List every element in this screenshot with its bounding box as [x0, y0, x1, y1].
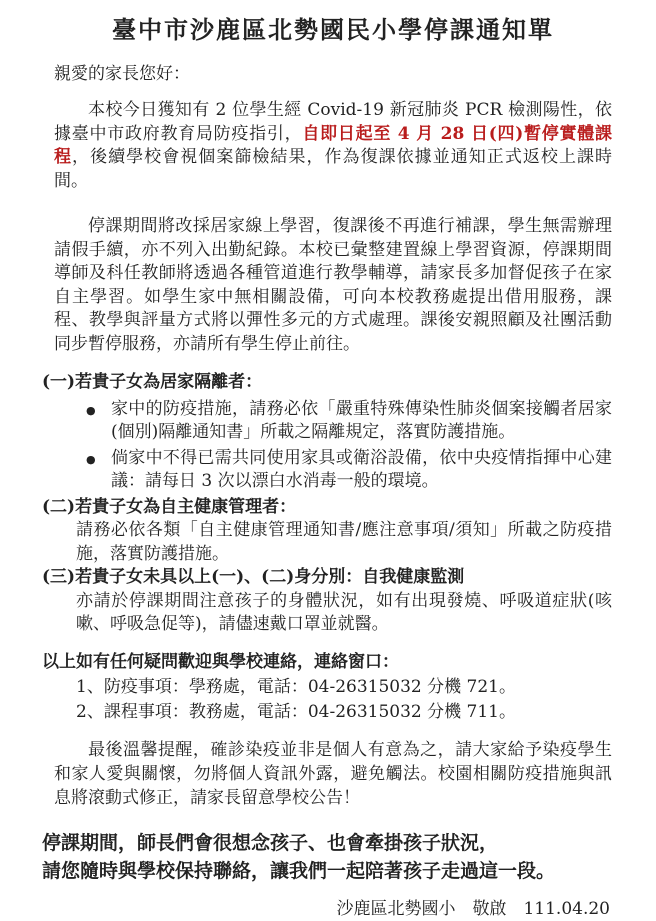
suspension-dates-highlight: 自即日起至 4 月 28 日(四)暫停實體課程 [54, 123, 612, 167]
section-3-header: (三)若貴子女未具以上(一)、(二)身分別：自我健康監測 [42, 567, 465, 587]
page-title: 臺中市沙鹿區北勢國民小學停課通知單 [112, 15, 554, 44]
list-item [54, 398, 612, 444]
contact-item-epidemic: 1、防疫事項：學務處，電話：04-26315032 分機 721。 [76, 677, 516, 697]
section-2-body: 請務必依各類「自主健康管理通知書/應注意事項/須知」所載之防疫措施，落實防護措施。 [76, 520, 612, 564]
bullet-text: 倘家中不得已需共同使用家具或衛浴設備，依中央疫情指揮中心建議：請每日 3 次以漂白水消毒一般的環境。 [111, 447, 612, 491]
section-1-bullet-list [54, 398, 612, 493]
closing-reminder-paragraph: 最後溫馨提醒，確診染疫並非是個人有意為之，請大家給予染疫學生和家人愛與關懷，勿將個人資訊外露，避免觸法。校園相關防疫措施與訊息將滾動式修正，請家長留意學校公告！ [54, 740, 612, 808]
contact-header: 以上如有任何疑問歡迎與學校連絡，連絡窗口： [42, 651, 399, 672]
section-2-header: (二)若貴子女為自主健康管理者： [42, 496, 297, 517]
contact-item-curriculum: 2、課程事項：教務處，電話：04-26315032 分機 711。 [76, 702, 516, 722]
online-learning-paragraph: 停課期間將改採居家線上學習，復課後不再進行補課，學生無需辦理請假手續，亦不列入出勤紀錄。本校已彙整建置線上學習資源，停課期間導師及科任教師將透過各種管道進行教學輔導，請家長多加督促孩子在家自主學習。如學生家中無相關設備，可向本校教務處提出借用服務，課程、教學與評量方式將以彈性多元的方式處理。課後安親照顧及社團活動同步暫停服務，亦請所有學生停止前往。 [54, 216, 612, 354]
section-1-header: (一)若貴子女為居家隔離者： [42, 372, 263, 392]
section-self-health-management [42, 496, 612, 567]
signature-line: 沙鹿區北勢國小 敬啟 111.04.20 [336, 899, 610, 919]
farewell-line-1: 停課期間，師長們會很想念孩子、也會牽掛孩子狀況， [42, 832, 499, 854]
list-item [54, 447, 612, 493]
bullet-dot-icon: ● [86, 452, 96, 466]
intro-paragraph [54, 99, 612, 193]
section-home-isolation [42, 371, 612, 493]
intro-text-pre: 本校今日獲知有 2 位學生經 Covid-19 新冠肺炎 PCR 檢測陽性，依據臺中市政府教育局防疫指引， [54, 100, 612, 144]
bullet-text: 家中的防疫措施，請務必依「嚴重特殊傳染性肺炎個案接觸者居家(個別)隔離通知書」所載之隔離規定，落實防護措施。 [111, 398, 612, 442]
farewell-line-2: 請您隨時與學校保持聯絡，讓我們一起陪著孩子走過這一段。 [42, 860, 556, 882]
greeting-line: 親愛的家長您好： [54, 64, 190, 84]
section-self-health-monitoring [42, 566, 612, 637]
intro-text-post: ，後續學校會視個案篩檢結果，作為復課依據並通知正式返校上課時間。 [54, 147, 613, 191]
section-3-body: 亦請於停課期間注意孩子的身體狀況，如有出現發燒、呼吸道症狀(咳嗽、呼吸急促等)，請儘速戴口罩並就醫。 [76, 590, 612, 634]
bullet-dot-icon: ● [86, 403, 96, 417]
